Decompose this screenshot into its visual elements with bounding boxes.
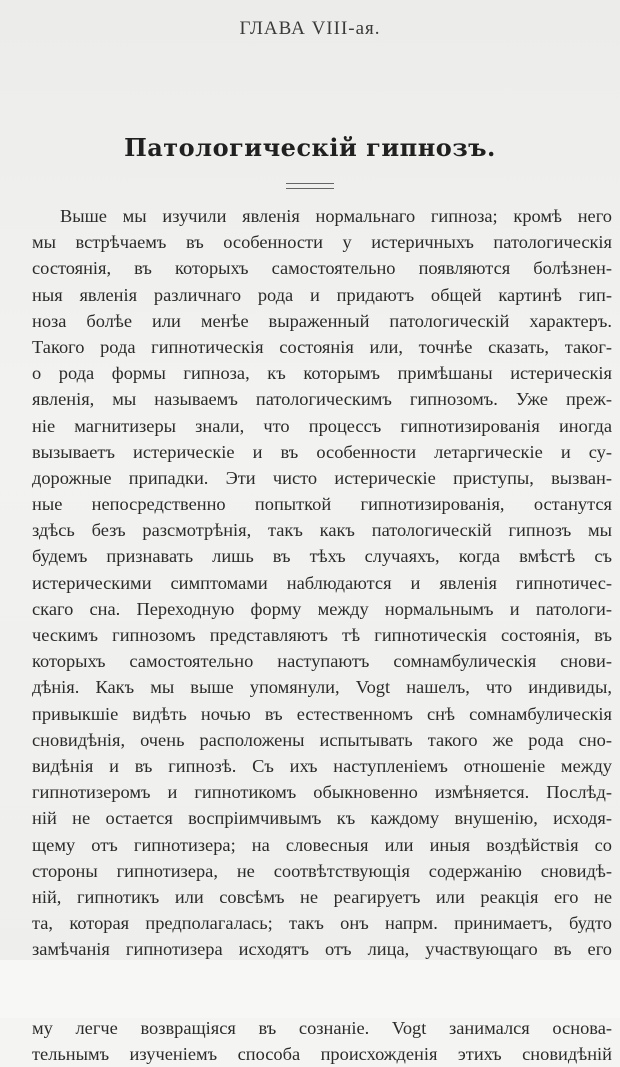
chapter-heading: ГЛАВА VIII-ая. xyxy=(239,18,381,39)
text-line: будемъ признавать лишь въ тѣхъ случаяхъ, когда вмѣстѣ съ xyxy=(32,546,612,567)
text-line: истерическими симптомами наблюдаются и явленія гипнотичес- xyxy=(32,572,612,593)
text-line: привыкшіе видѣть ночью въ естественномъ снѣ сомнамбулическія xyxy=(32,703,612,724)
text-line: щему отъ гипнотизера; на словесныя или иныя воздѣйствія со xyxy=(32,834,612,855)
text-line: сновидѣнія, очень расположены испытывать такого же рода сно- xyxy=(32,729,612,750)
text-line: ніе магнитизеры знали, что процессъ гипнотизированія иногда xyxy=(32,415,612,436)
title-divider xyxy=(286,183,334,189)
text-line: ній не остается воспріимчивымъ къ каждому внушенію, исходя- xyxy=(32,808,612,829)
text-line: тельнымъ изученіемъ способа происхожденія этихъ сновидѣній xyxy=(32,1044,612,1064)
text-line: Выше мы изучили явленія нормальнаго гипноза; кромѣ него xyxy=(60,206,612,226)
section-title: Патологическій гипнозъ. xyxy=(124,133,496,162)
text-line: ные непосредственно попыткой гипнотизированія, останутся xyxy=(32,494,612,515)
text-line: гипнотизеромъ и гипнотикомъ обыкновенно измѣняется. Послѣд- xyxy=(32,782,612,803)
text-line: мы встрѣчаемъ въ особенности у истеричныхъ патологическія xyxy=(32,232,612,253)
text-line: дѣнія. Какъ мы выше упомянули, Vogt нашелъ, что индивиды, xyxy=(32,677,612,698)
text-line: дорожные припадки. Эти чисто истерическіе приступы, вызван- xyxy=(32,467,612,488)
text-line: ныя явленія различнаго рода и придаютъ общей картинѣ гип- xyxy=(32,284,612,305)
text-line: ній, гипнотикъ или совсѣмъ не реагируетъ или реакція его не xyxy=(32,886,612,907)
text-line: ноза болѣе или менѣе выраженный патологическій характеръ. xyxy=(32,310,612,331)
text-line: состоянія, въ которыхъ самостоятельно появляются болѣзнен- xyxy=(32,258,612,279)
text-line: которыхъ самостоятельно наступаютъ сомнамбулическія снови- xyxy=(32,651,612,672)
text-line: му легче возвращіяся въ сознаніе. Vogt занимался основа- xyxy=(32,1017,612,1038)
text-line: та, которая предполагалась; такъ онъ напрм. принимаетъ, будто xyxy=(32,913,612,934)
text-line: явленія, мы называемъ патологическимъ гипнозомъ. Уже преж- xyxy=(32,389,612,410)
text-line: о рода формы гипноза, къ которымъ примѣшаны истерическія xyxy=(32,363,612,384)
text-line: здѣсь безъ разсмотрѣнія, такъ какъ патологическій гипнозъ мы xyxy=(32,520,612,541)
body-paragraph xyxy=(32,203,612,1067)
text-line: Такого рода гипнотическія состоянія или, точнѣе сказать, таког- xyxy=(32,336,612,357)
text-line: ческимъ гипнозомъ представляютъ тѣ гипнотическія состоянія, въ xyxy=(32,625,612,645)
page-bottom-margin xyxy=(0,960,620,1018)
text-line: вызываетъ истерическіе и въ особенности летаргическіе и су- xyxy=(32,441,612,462)
text-line: видѣнія и въ гипнозѣ. Съ ихъ наступленіемъ отношеніе между xyxy=(32,755,612,776)
text-line: стороны гипнотизера, не соотвѣтствующія содержанію сновидѣ- xyxy=(32,860,612,881)
text-line: замѣчанія гипнотизера исходятъ отъ лица, участвующаго въ его xyxy=(32,939,612,960)
text-line: скаго сна. Переходную форму между нормальнымъ и патологи- xyxy=(32,598,612,619)
